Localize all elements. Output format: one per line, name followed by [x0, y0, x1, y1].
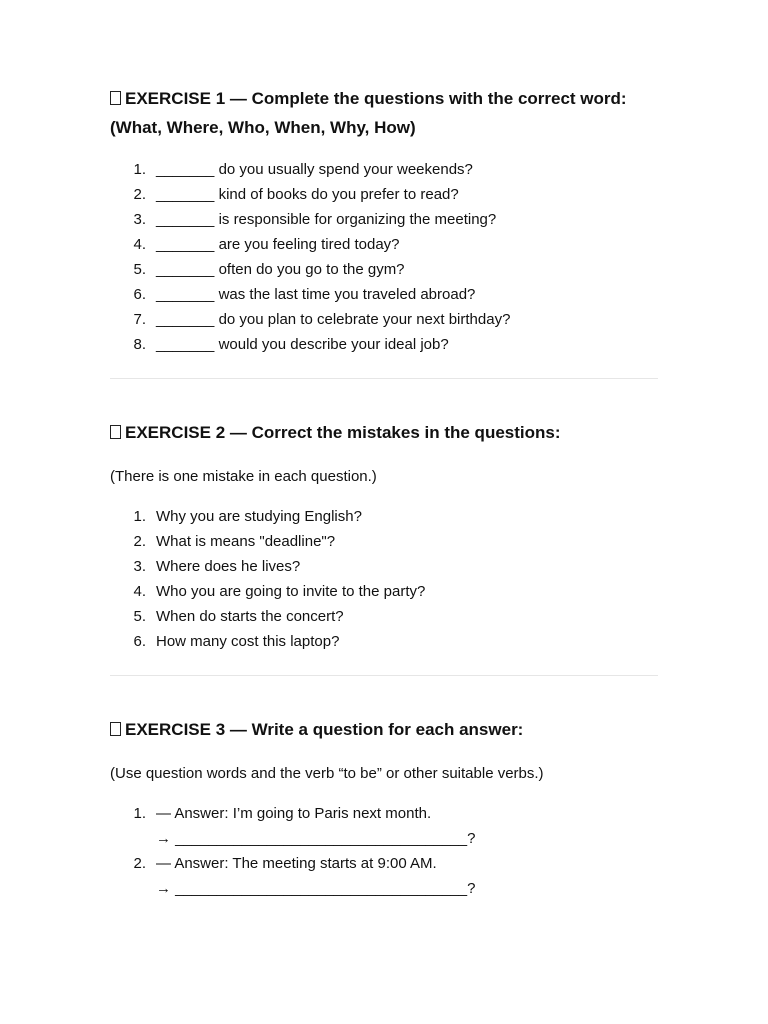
exercise-3 [110, 715, 658, 901]
answer-text: — Answer: I’m going to Paris next month. [156, 805, 432, 822]
list-item: 1. _______ do you usually spend your weekends? [133, 161, 473, 178]
missing-glyph-icon [110, 722, 121, 736]
question-blank: → ___________________________________? [156, 880, 476, 897]
answer-text: — Answer: The meeting starts at 9:00 AM. [156, 855, 437, 872]
exercise-2-note: (There is one mistake in each question.) [110, 468, 377, 485]
list-item: 2. What is means "deadline"? [133, 533, 336, 550]
exercise-1-word-options: (What, Where, Who, When, Why, How) [110, 118, 416, 137]
list-item: 5. When do starts the concert? [133, 608, 344, 625]
list-item: 4. Who you are going to invite to the party? [133, 583, 426, 600]
list-item: 6. _______ was the last time you traveled abroad? [133, 286, 476, 303]
list-item: 1. Why you are studying English? [133, 508, 362, 525]
missing-glyph-icon [110, 425, 121, 439]
exercise-1 [110, 84, 658, 357]
list-item: 3. _______ is responsible for organizing the meeting? [133, 211, 497, 228]
exercise-3-title: EXERCISE 3 — Write a question for each answer: [110, 715, 658, 744]
list-item: 6. How many cost this laptop? [133, 633, 340, 650]
divider [110, 378, 658, 379]
exercise-3-note: (Use question words and the verb “to be” or other suitable verbs.) [110, 765, 544, 782]
list-item: 1. — Answer: I’m going to Paris next month. → ___________________________________? [110, 801, 658, 851]
list-item: 8. _______ would you describe your ideal job? [133, 336, 449, 353]
exercise-2-list [110, 504, 658, 654]
list-item: 4. _______ are you feeling tired today? [133, 236, 400, 253]
list-item: 2. _______ kind of books do you prefer to read? [133, 186, 459, 203]
exercise-2-title: EXERCISE 2 — Correct the mistakes in the questions: [110, 418, 658, 447]
list-item: 7. _______ do you plan to celebrate your next birthday? [133, 311, 511, 328]
missing-glyph-icon [110, 91, 121, 105]
exercise-2 [110, 418, 658, 654]
list-item: 2. — Answer: The meeting starts at 9:00 AM. → ___________________________________? [110, 851, 658, 901]
exercise-1-list [110, 157, 658, 357]
list-item: 3. Where does he lives? [133, 558, 301, 575]
question-blank: → ___________________________________? [156, 830, 476, 847]
exercise-1-title: EXERCISE 1 — Complete the questions with the correct word: [110, 84, 658, 113]
divider [110, 675, 658, 676]
exercise-3-list [110, 801, 658, 901]
list-item: 5. _______ often do you go to the gym? [133, 261, 405, 278]
